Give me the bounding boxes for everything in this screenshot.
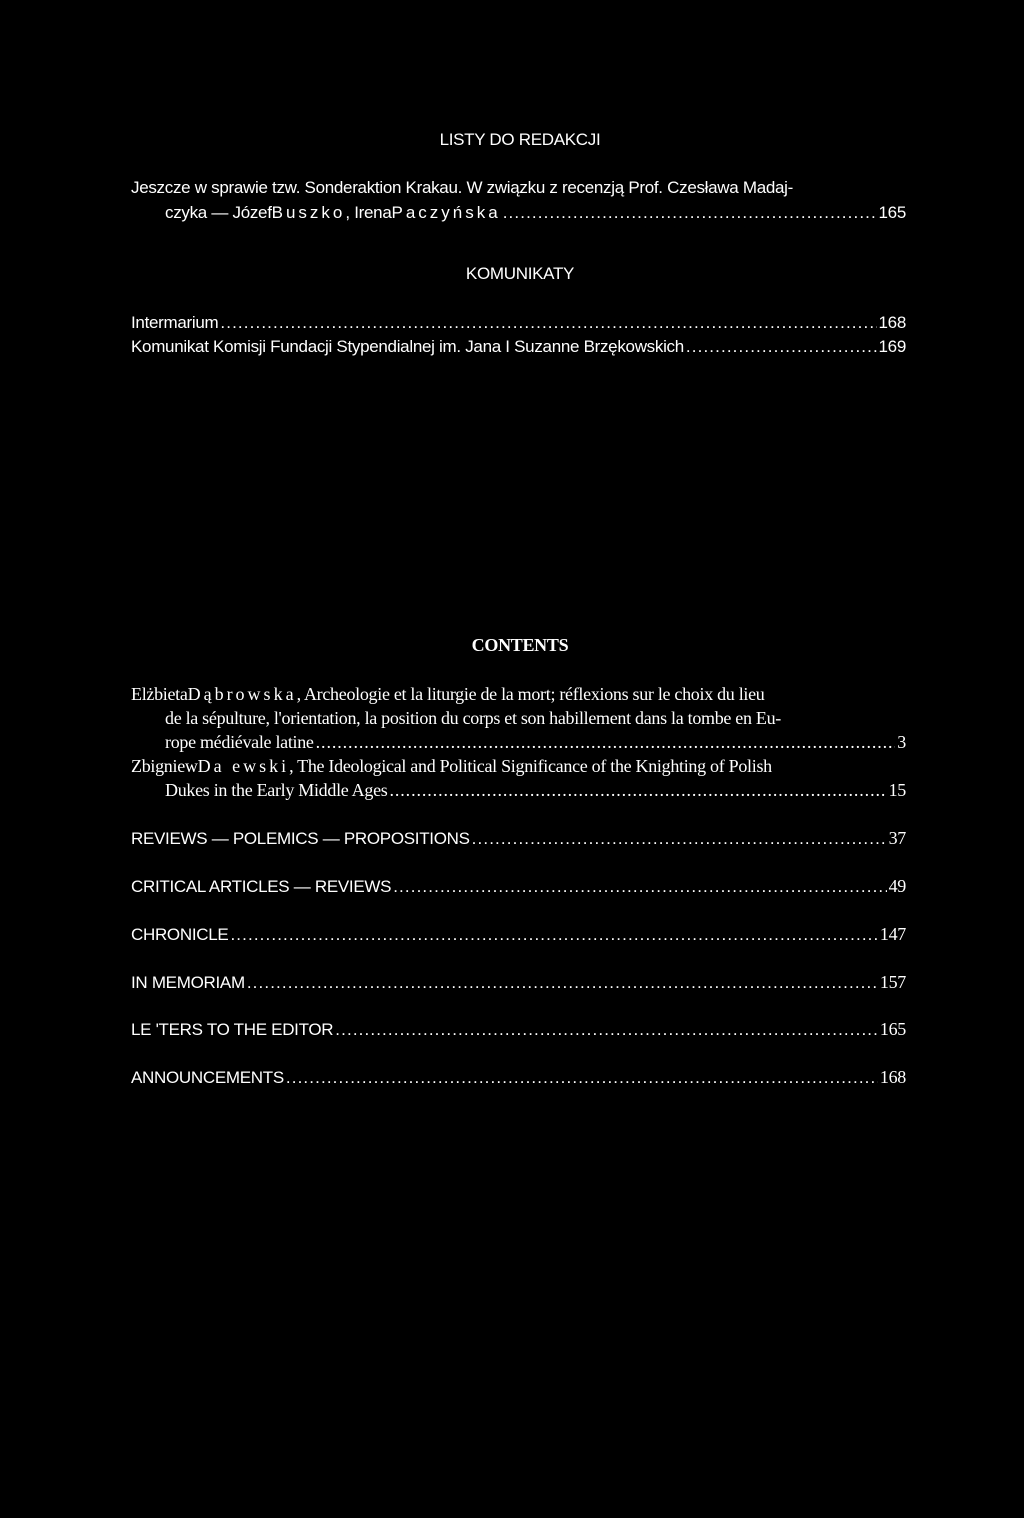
toc-section-letters: [131, 1019, 906, 1040]
leader-dots: [472, 829, 887, 849]
leader-dots: [503, 203, 877, 223]
article1-author-last: Dąbrowska: [187, 684, 297, 704]
leader-dots: [220, 313, 876, 333]
leader-dots: [389, 780, 886, 800]
article2-line1: [131, 756, 906, 776]
page-number: 37: [888, 828, 906, 848]
toc-section-title: CRITICAL ARTICLES — REVIEWS: [131, 877, 392, 896]
listy-entry-prefix: czyka — Józef: [165, 203, 272, 222]
article1-title-part3: rope médiévale latine: [165, 732, 314, 752]
listy-entry-text: Jeszcze w sprawie tzw. Sonderaktion Krakau. W związku z recenzją Prof. Czesława Madaj-: [131, 178, 794, 197]
toc-section-in-memoriam: [131, 972, 906, 993]
page-number: 165: [878, 203, 906, 222]
listy-entry-line1: [131, 178, 906, 198]
toc-entry-intermarium: [131, 313, 906, 333]
toc-entry-title: Intermarium: [131, 313, 219, 332]
article1-line1: [131, 684, 906, 704]
toc-section-announcements: [131, 1067, 906, 1088]
contents-heading: CONTENTS: [471, 635, 569, 655]
komunikaty-heading: KOMUNIKATY: [465, 264, 575, 283]
toc-entry-komunikat: [131, 337, 906, 357]
listy-entry-author2: Paczyńska: [391, 203, 501, 222]
page-number: 49: [888, 876, 906, 896]
toc-section-title: ANNOUNCEMENTS: [131, 1068, 284, 1087]
toc-section-title: LE 'TERS TO THE EDITOR: [131, 1020, 334, 1039]
leader-dots: [686, 337, 877, 357]
toc-section-title: CHRONICLE: [131, 925, 229, 944]
article2-title-part2: Dukes in the Early Middle Ages: [165, 780, 388, 800]
article1-title-part1: , Archeologie et la liturgie de la mort; réflexions sur le choix du lieu: [296, 684, 765, 704]
toc-entry-title: Komunikat Komisji Fundacji Stypendialnej im. Jana I Suzanne Brzękowskich: [131, 337, 684, 356]
listy-entry-author1: Buszko: [271, 203, 346, 222]
article1-line2: [165, 708, 906, 728]
listy-entry-line2: [165, 203, 906, 223]
toc-section-title: REVIEWS — POLEMICS — PROPOSITIONS: [131, 829, 470, 848]
toc-section-chronicle: [131, 924, 906, 945]
page-number: 147: [879, 924, 906, 944]
toc-section-critical-articles: [131, 876, 906, 897]
page-number: 3: [897, 732, 906, 752]
article1-title-part2: de la sépulture, l'orientation, la position du corps et son habillement dans la tombe en Eu-: [165, 708, 781, 728]
leader-dots: [393, 877, 886, 897]
article2-line2: [165, 780, 906, 800]
article2-author-last: Da ewski: [197, 756, 290, 776]
page-number: 157: [879, 972, 906, 992]
toc-section-title: IN MEMORIAM: [131, 973, 245, 992]
leader-dots: [247, 973, 878, 993]
leader-dots: [230, 925, 877, 945]
listy-entry-separator: , Irena: [345, 203, 392, 222]
page-number: 168: [879, 1067, 906, 1087]
leader-dots: [286, 1068, 878, 1088]
listy-heading: LISTY DO REDAKCJI: [439, 130, 601, 149]
leader-dots: [335, 1020, 878, 1040]
toc-section-reviews-polemics: [131, 828, 906, 849]
page-number: 168: [878, 313, 906, 332]
page-number: 165: [879, 1019, 906, 1039]
page-number: 169: [878, 337, 906, 356]
article1-line3: [165, 732, 906, 752]
article2-title-part1: , The Ideological and Political Significance of the Knighting of Polish: [289, 756, 772, 776]
article2-author-first: Zbigniew: [131, 756, 198, 776]
page-number: 15: [888, 780, 906, 800]
leader-dots: [316, 732, 896, 752]
article1-author-first: Elżbieta: [131, 684, 188, 704]
